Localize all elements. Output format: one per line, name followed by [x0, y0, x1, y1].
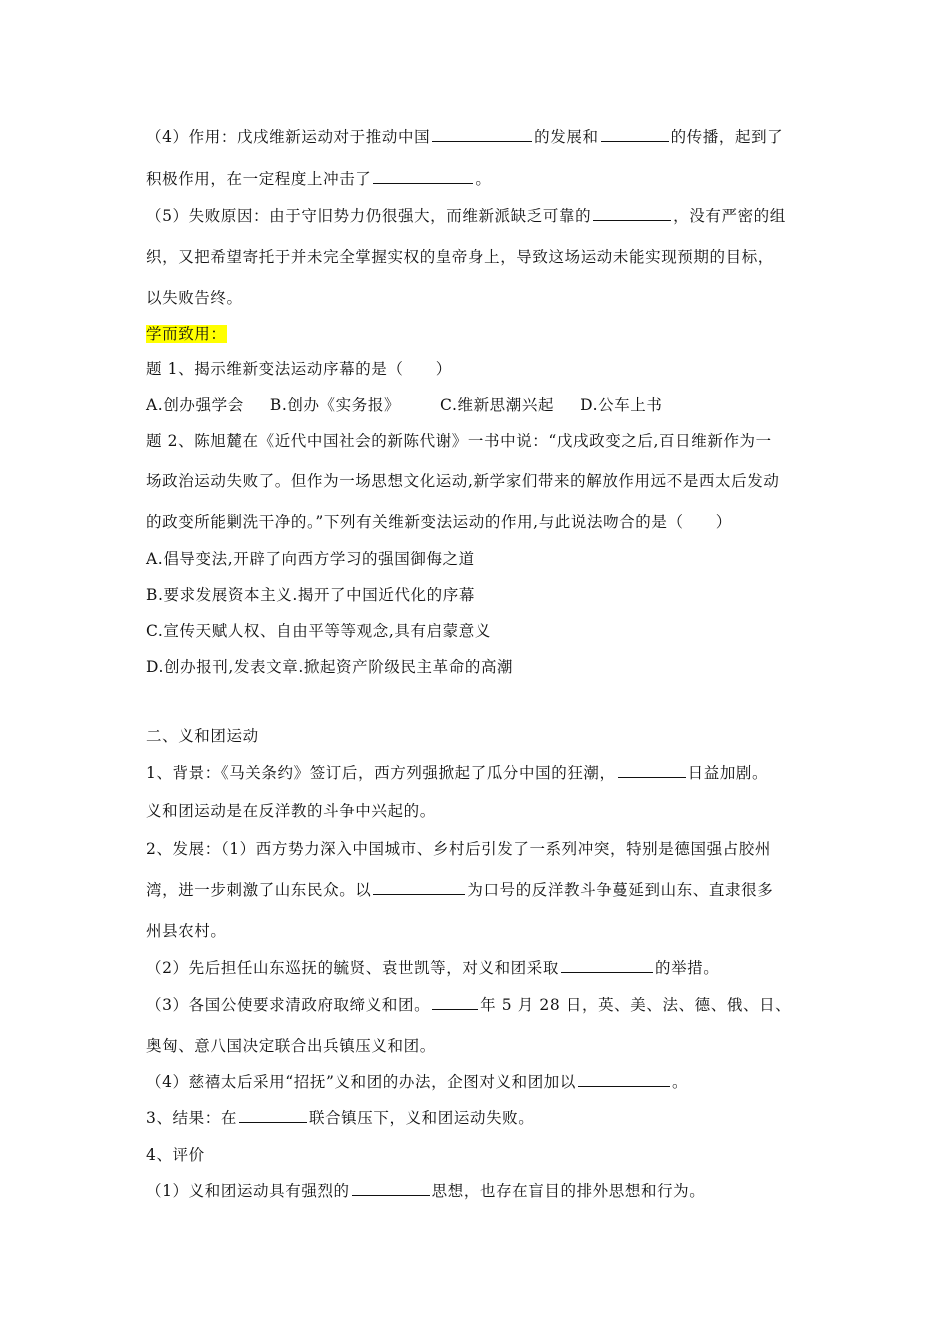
evaluation-title: 4、评价	[146, 1146, 205, 1164]
text: 。	[672, 1073, 689, 1091]
q1-option-a[interactable]: A.创办强学会	[146, 396, 244, 414]
answer-blank[interactable]	[239, 1107, 307, 1123]
development-line1: 2、发展：（1）西方势力深入中国城市、乡村后引发了一系列冲突，特别是德国强占胶州	[146, 840, 771, 858]
answer-blank[interactable]	[601, 126, 669, 142]
background-line1	[146, 762, 810, 784]
development-3-line2: 奥匈、意八国决定联合出兵镇压义和团。	[146, 1037, 436, 1055]
answer-blank[interactable]	[373, 168, 473, 184]
development-line2	[146, 879, 810, 901]
text: 1、背景：《马关条约》签订后，西方列强掀起了瓜分中国的狂潮，	[146, 764, 616, 782]
text: （4）作用：戊戌维新运动对于推动中国	[146, 128, 431, 146]
answer-blank[interactable]	[352, 1180, 430, 1196]
text: （3）各国公使要求清政府取缔义和团。	[146, 996, 431, 1014]
q1-option-d[interactable]: D.公车上书	[580, 396, 663, 414]
q1-options	[146, 394, 810, 416]
text: （4）慈禧太后采用“招抚”义和团的办法，企图对义和团加以	[146, 1073, 577, 1091]
text: 联合镇压下，义和团运动失败。	[308, 1109, 535, 1127]
answer-blank[interactable]	[618, 762, 686, 778]
development-4	[146, 1071, 810, 1093]
text: 思想，也存在盲目的排外思想和行为。	[431, 1182, 706, 1200]
section2-title: 二、义和团运动	[146, 727, 259, 745]
text: （5）失败原因：由于守旧势力仍很强大，而维新派缺乏可靠的	[146, 207, 592, 225]
development-2	[146, 957, 810, 979]
q2-option-b[interactable]: B.要求发展资本主义.揭开了中国近代化的序幕	[146, 586, 475, 604]
q2-stem-line2: 场政治运动失败了。但作为一场思想文化运动,新学家们带来的解放作用远不是西太后发动	[146, 472, 780, 490]
text: 的传播，起到了	[670, 128, 784, 146]
para-failure-line1	[146, 205, 810, 227]
text: 日益加剧。	[687, 764, 769, 782]
answer-blank[interactable]	[432, 126, 532, 142]
text: （2）先后担任山东巡抚的毓贤、袁世凯等，对义和团采取	[146, 959, 559, 977]
answer-blank[interactable]	[373, 879, 465, 895]
para-failure-line3: 以失败告终。	[146, 289, 243, 307]
text: 3、结果：在	[146, 1109, 237, 1127]
para-effect-line1	[146, 126, 810, 148]
result-line	[146, 1107, 810, 1129]
background-line2: 义和团运动是在反洋教的斗争中兴起的。	[146, 802, 436, 820]
q2-stem-line3: 的政变所能剿洗干净的。”下列有关维新变法运动的作用,与此说法吻合的是（ ）	[146, 513, 732, 531]
development-line3: 州县农村。	[146, 922, 227, 940]
text: 年 5 月 28 日，英、美、法、德、俄、日、	[480, 996, 792, 1014]
development-3-line1	[146, 994, 810, 1016]
q1-option-b[interactable]: B.创办《实务报》	[269, 396, 401, 414]
text: 的举措。	[654, 959, 720, 977]
para-failure-line2: 织，又把希望寄托于并未完全掌握实权的皇帝身上，导致这场运动未能实现预期的目标，	[146, 248, 774, 266]
answer-blank[interactable]	[578, 1071, 670, 1087]
text: ，没有严密的组	[673, 207, 786, 225]
answer-blank[interactable]	[561, 957, 653, 973]
q2-option-d[interactable]: D.创办报刊,发表文章.掀起资产阶级民主革命的高潮	[146, 658, 514, 676]
answer-blank[interactable]	[432, 994, 478, 1010]
q2-option-a[interactable]: A.倡导变法,开辟了向西方学习的强国御侮之道	[146, 550, 475, 568]
highlighted-text: 学而致用：	[146, 325, 227, 343]
text: 。	[475, 170, 492, 188]
q1-stem: 题 1、揭示维新变法运动序幕的是（ ）	[146, 360, 452, 378]
q2-stem-line1: 题 2、陈旭麓在《近代中国社会的新陈代谢》一书中说：“戊戌政变之后,百日维新作为一	[146, 432, 772, 450]
text: 湾，进一步刺激了山东民众。以	[146, 881, 372, 899]
q2-option-c[interactable]: C.宣传天赋人权、自由平等等观念,具有启蒙意义	[146, 622, 491, 640]
text: 的发展和	[534, 128, 599, 146]
evaluation-1	[146, 1180, 810, 1202]
practice-heading	[146, 323, 810, 345]
text: 为口号的反洋教斗争蔓延到山东、直隶很多	[467, 881, 774, 899]
answer-blank[interactable]	[593, 205, 671, 221]
q1-option-c[interactable]: C.维新思潮兴起	[440, 396, 555, 414]
text: （1）义和团运动具有强烈的	[146, 1182, 350, 1200]
text: 积极作用，在一定程度上冲击了	[146, 170, 372, 188]
para-effect-line2	[146, 168, 810, 190]
